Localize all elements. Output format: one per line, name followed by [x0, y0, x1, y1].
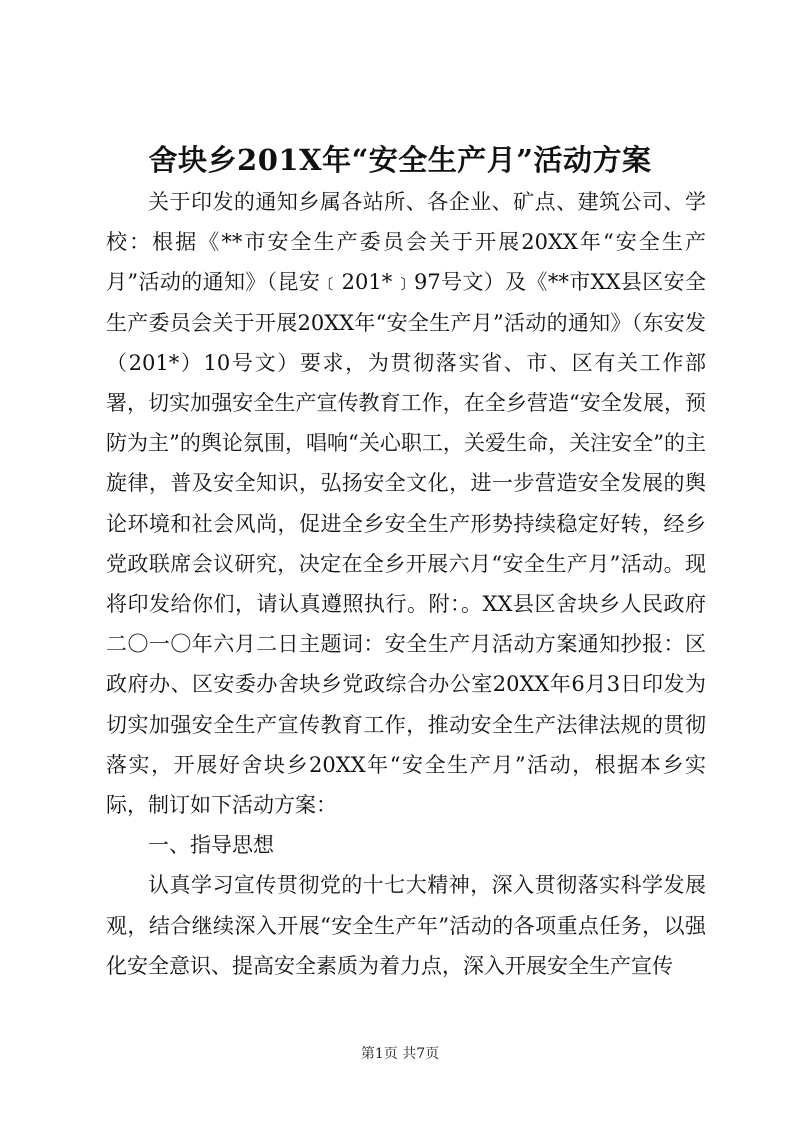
body-paragraph-intro: 关于印发的通知乡属各站所、各企业、矿点、建筑公司、学校：根据《**市安全生产委员会关于开展20XX年“安全生产月”活动的通知》（昆安﹝201*﹞97号文）及《**市XX县区安全生产委员会关于开展20XX年“安全生产月”活动的通知》（东安发（201*）10号文）要求，为贯彻落实省、市、区有关工作部署，切实加强安全生产宣传教育工作，在全乡营造“安全发展，预防为主”的舆论氛围，唱响“关心职工，关爱生命，关注安全”的主旋律，普及安全知识，弘扬安全文化，进一步营造安全发展的舆论环境和社会风尚，促进全乡安全生产形势持续稳定好转，经乡党政联席会议研究，决定在全乡开展六月“安全生产月”活动。现将印发给你们，请认真遵照执行。附：。XX县区舍块乡人民政府二〇一〇年六月二日主题词：安全生产月活动方案通知抄报：区政府办、区安委办舍块乡党政综合办公室20XX年6月3日印发为切实加强安全生产宣传教育工作，推动安全生产法律法规的贯彻落实，开展好舍块乡20XX年“安全生产月”活动，根据本乡实际，制订如下活动方案：: [106, 190, 706, 818]
document-body: [106, 182, 706, 986]
section-heading-guiding-ideology: 一、指导思想: [148, 833, 274, 858]
body-paragraph-guiding-ideology: 认真学习宣传贯彻党的十七大精神，深入贯彻落实科学发展观，结合继续深入开展“安全生产年”活动的各项重点任务，以强化安全意识、提高安全素质为着力点，深入开展安全生产宣传: [106, 873, 706, 978]
document-title: 舍块乡201X年“安全生产月”活动方案: [148, 143, 652, 177]
page-footer: 第1页 共7页: [360, 1046, 440, 1062]
